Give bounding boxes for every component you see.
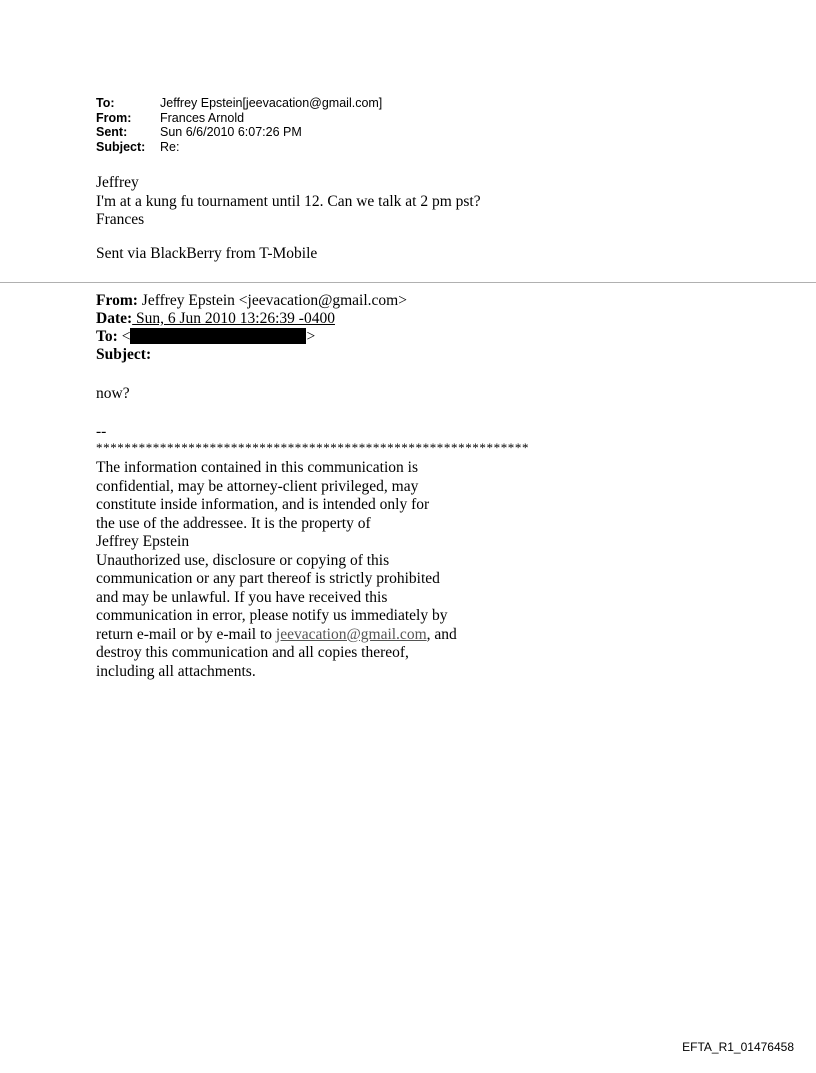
subject-value: Re: — [160, 139, 180, 154]
header-sent-row — [96, 125, 382, 140]
header-subject-row — [96, 140, 382, 155]
email-link[interactable]: jeevacation@gmail.com — [275, 625, 427, 643]
disclaimer-line: destroy this communication and all copies thereof, — [96, 644, 409, 661]
quoted-date-value: Sun, 6 Jun 2010 13:26:39 -0400 — [132, 310, 335, 327]
message-divider — [0, 282, 816, 283]
disclaimer-line: including all attachments. — [96, 662, 256, 680]
disclaimer-line: Unauthorized use, disclosure or copying of this — [96, 551, 390, 569]
reply-body — [96, 174, 481, 230]
disclaimer-line: The information contained in this communication is — [96, 459, 418, 476]
return-prefix: return e-mail or by e-mail to — [96, 625, 276, 643]
quoted-subject-row — [96, 346, 407, 364]
reply-line: Frances — [96, 211, 145, 228]
reply-signature: Sent via BlackBerry from T-Mobile — [96, 245, 318, 262]
disclaimer-line: communication in error, please notify us immediately by — [96, 607, 448, 624]
disclaimer-line: confidential, may be attorney-client privileged, may — [96, 477, 419, 495]
quoted-to-row — [96, 328, 407, 346]
return-suffix: , and — [426, 625, 457, 643]
quoted-subject-label: Subject: — [96, 346, 152, 363]
disclaimer-line: the use of the addressee. It is the property of — [96, 514, 371, 532]
redaction-bar — [130, 328, 306, 344]
quoted-from-label: From: — [96, 292, 138, 309]
quoted-to-close: > — [306, 328, 316, 345]
disclaimer — [96, 459, 496, 681]
quoted-body: now? — [96, 385, 130, 402]
to-label: To: — [96, 96, 115, 110]
to-value: Jeffrey Epstein[jeevacation@gmail.com] — [160, 96, 383, 110]
header-to-row — [96, 96, 382, 111]
disclaimer-line: communication or any part thereof is strictly prohibited — [96, 570, 440, 587]
document-id: EFTA_R1_01476458 — [682, 1040, 794, 1054]
quoted-from-value: Jeffrey Epstein <jeevacation@gmail.com> — [137, 292, 407, 309]
disclaimer-line: and may be unlawful. If you have received this — [96, 588, 388, 606]
reply-line: Jeffrey — [96, 174, 139, 191]
reply-line: I'm at a kung fu tournament until 12. Can we talk at 2 pm pst? — [96, 192, 481, 210]
sent-label: Sent: — [96, 125, 128, 139]
subject-label: Subject: — [96, 139, 146, 154]
disclaimer-return-line — [96, 626, 496, 645]
quoted-header — [96, 292, 407, 364]
email-header — [96, 96, 382, 154]
quoted-from-row — [96, 292, 407, 310]
quoted-to-open: < — [117, 328, 131, 345]
from-value: Frances Arnold — [160, 110, 245, 125]
asterisk-separator: ************************************************************* — [96, 440, 530, 455]
from-label: From: — [96, 110, 132, 125]
quoted-date-label: Date: — [96, 310, 133, 327]
disclaimer-line: constitute inside information, and is intended only for — [96, 496, 430, 513]
sent-value: Sun 6/6/2010 6:07:26 PM — [160, 125, 302, 139]
disclaimer-line: Jeffrey Epstein — [96, 533, 190, 550]
header-from-row — [96, 111, 382, 126]
quoted-to-label: To: — [96, 328, 118, 345]
quoted-date-row — [96, 310, 407, 328]
signature-dash: -- — [96, 423, 107, 440]
